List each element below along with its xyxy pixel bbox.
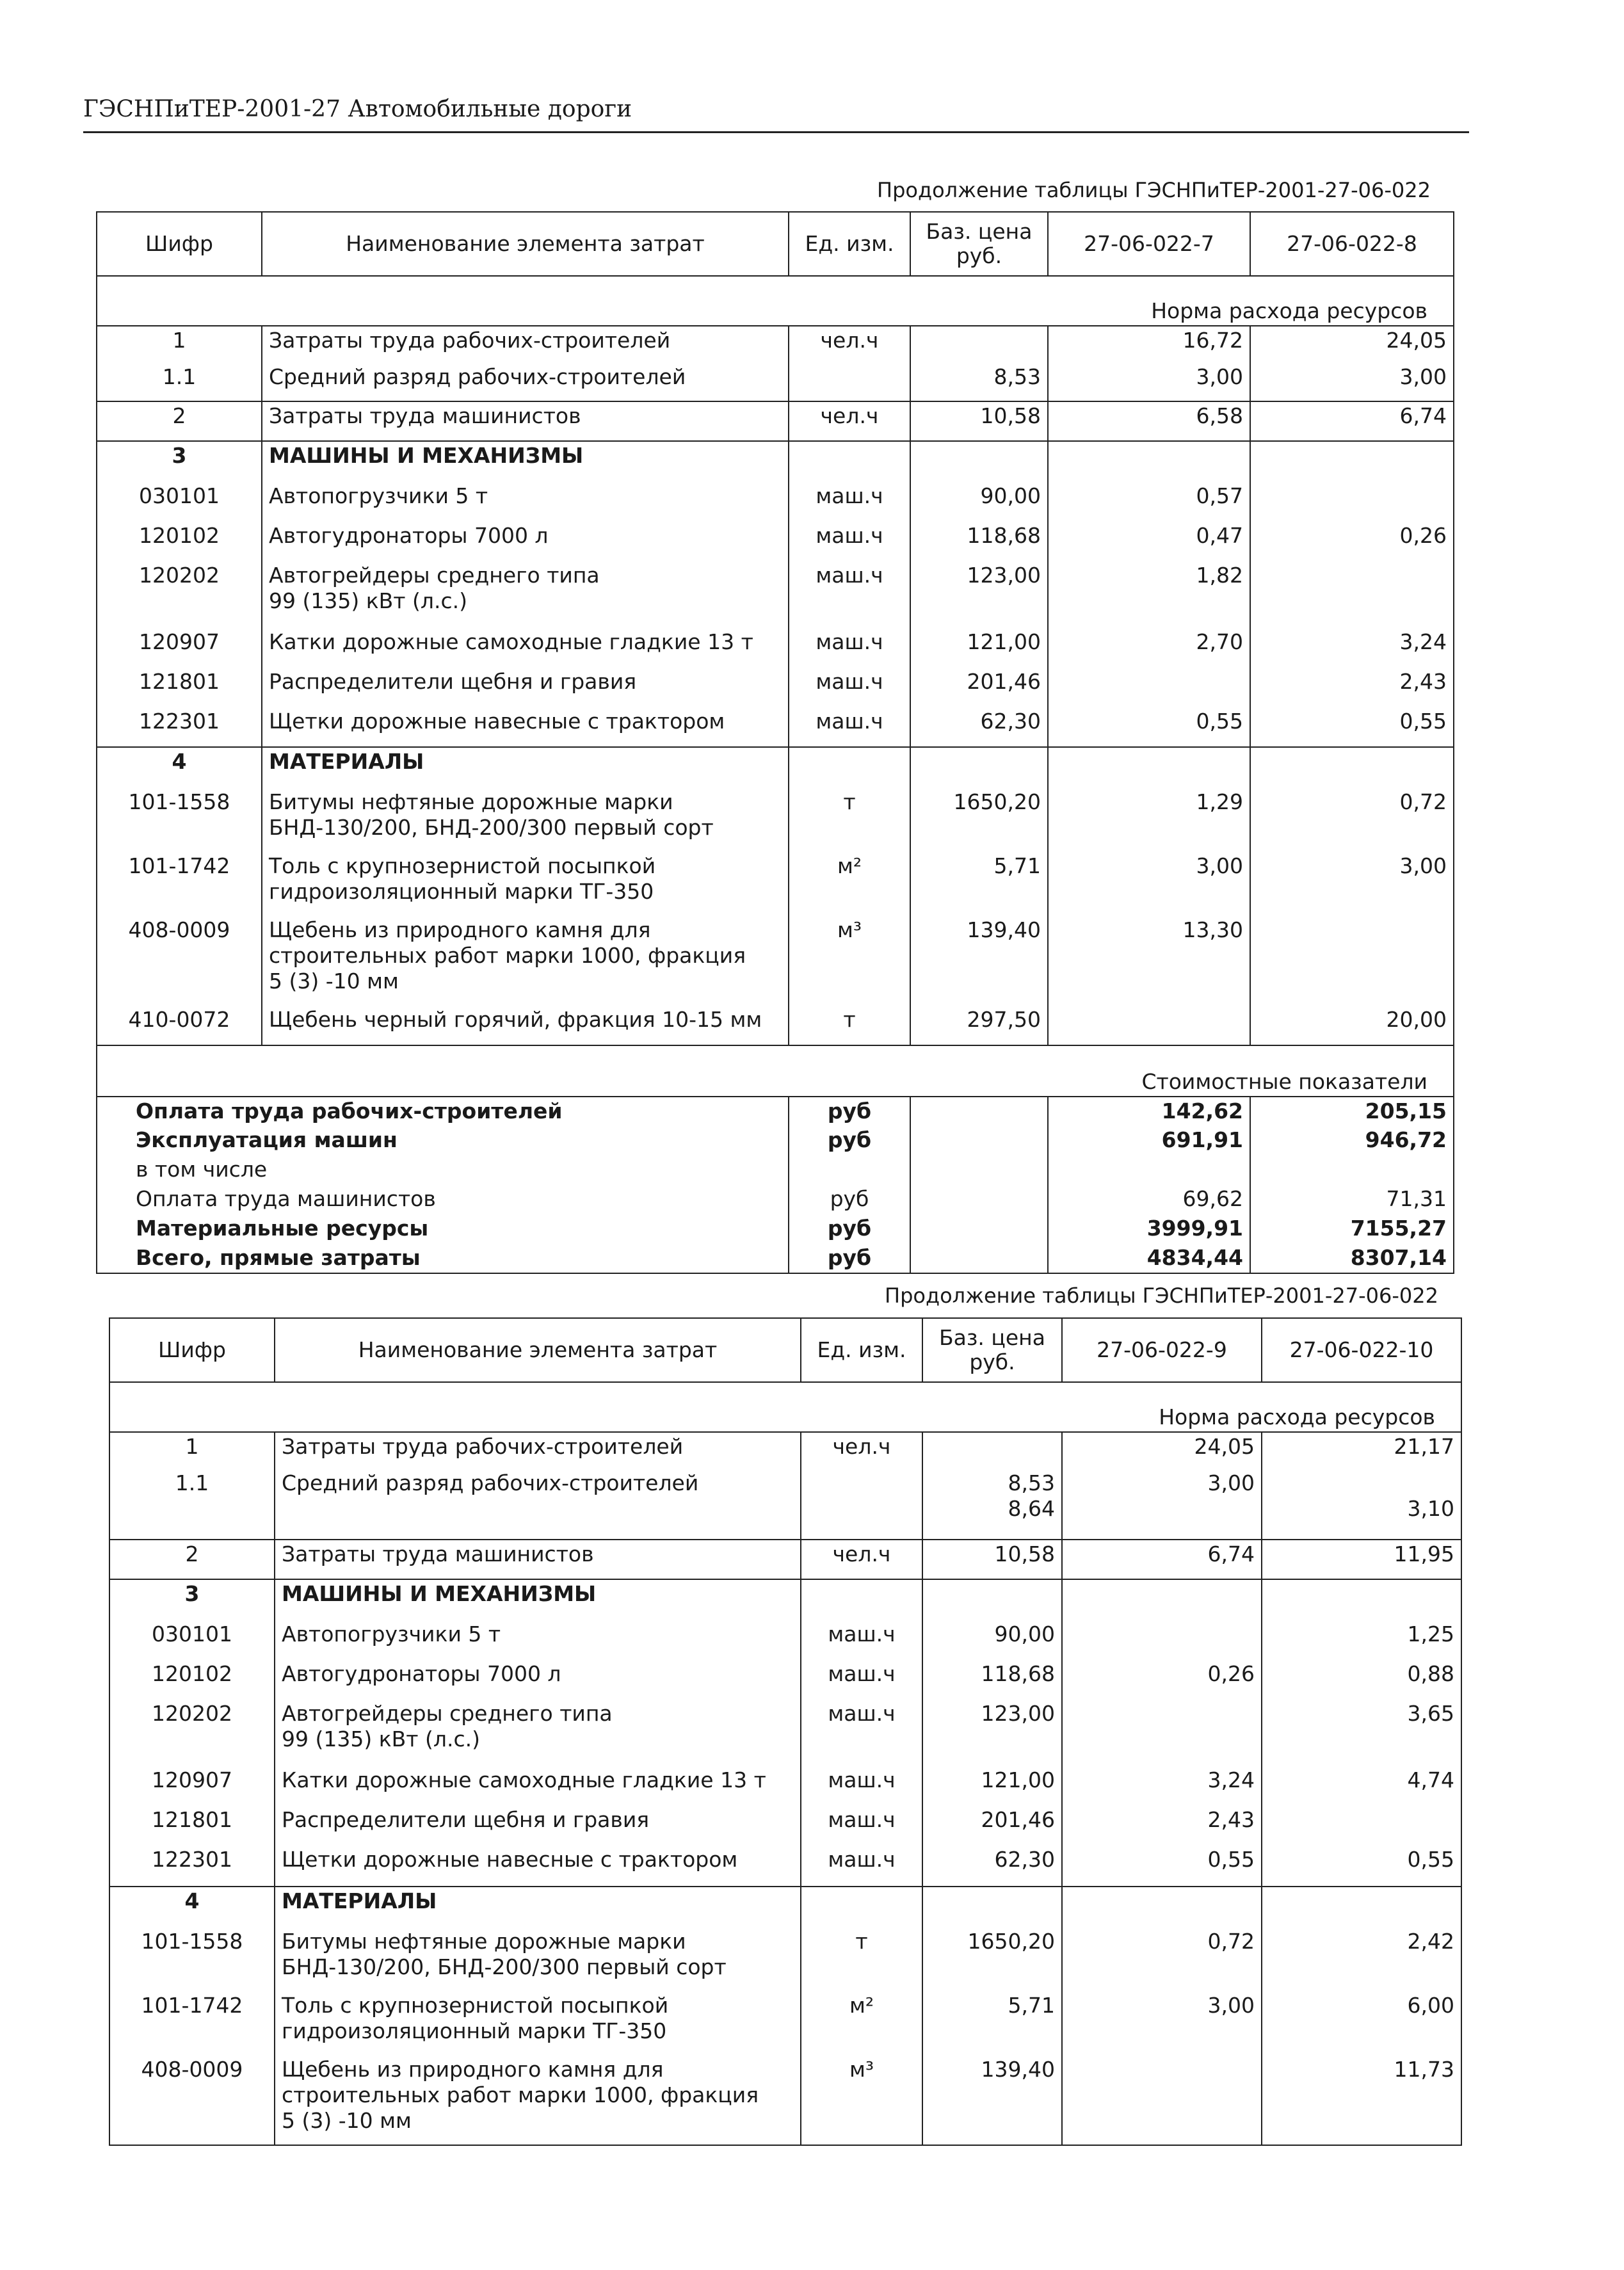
resource-name: Распределители щебня и гравия — [275, 1806, 801, 1846]
norm-value-1: 1,29 — [1048, 788, 1250, 852]
resource-price: 121,00 — [910, 628, 1048, 668]
resource-unit — [801, 1887, 922, 1928]
resource-code: 1.1 — [97, 363, 262, 401]
resource-code: 101-1742 — [109, 1992, 275, 2056]
table-row — [109, 1887, 1461, 1928]
table-row — [97, 441, 1454, 482]
table-row — [109, 1579, 1461, 1620]
resource-name: Затраты труда машинистов — [275, 1540, 801, 1579]
norm-value-2 — [1250, 747, 1454, 788]
table-row — [97, 852, 1454, 916]
norm-value-1 — [1062, 1579, 1262, 1620]
table-row — [97, 561, 1454, 628]
resource-price: 90,00 — [910, 482, 1048, 522]
cost-row — [97, 1185, 1454, 1214]
cost-row — [97, 1244, 1454, 1273]
cost-unit: руб — [789, 1097, 910, 1126]
cost-unit: руб — [789, 1185, 910, 1214]
resource-price — [922, 1579, 1062, 1620]
resource-unit: маш.ч — [801, 1846, 922, 1887]
norm-value-2: 3,24 — [1250, 628, 1454, 668]
table-row — [109, 1928, 1461, 1992]
norm-value-1: 3,24 — [1062, 1766, 1262, 1806]
norm-value-2: 3,65 — [1262, 1700, 1461, 1766]
cost-value-2 — [1250, 1155, 1454, 1185]
resource-code: 030101 — [109, 1620, 275, 1660]
table-row — [97, 1006, 1454, 1045]
resource-price: 8,53 — [910, 363, 1048, 401]
norm-value-2 — [1262, 1806, 1461, 1846]
resource-code: 122301 — [109, 1846, 275, 1887]
table2-head-row — [109, 1318, 1461, 1382]
resource-price: 121,00 — [922, 1766, 1062, 1806]
norm-value-1: 0,26 — [1062, 1660, 1262, 1700]
norm-value-1 — [1048, 747, 1250, 788]
table-row — [109, 1700, 1461, 1766]
resource-name: МАТЕРИАЛЫ — [275, 1887, 801, 1928]
cost-value-2: 946,72 — [1250, 1126, 1454, 1155]
resource-unit: чел.ч — [789, 401, 910, 441]
resource-price: 90,00 — [922, 1620, 1062, 1660]
head-col2: 27-06-022-8 — [1250, 212, 1454, 276]
resource-price: 123,00 — [922, 1700, 1062, 1766]
resource-name: Щебень из природного камня для строительных работ марки 1000, фракция 5 (3) -10 мм — [275, 2056, 801, 2145]
norm-value-1: 0,55 — [1062, 1846, 1262, 1887]
table-row — [97, 482, 1454, 522]
resource-price: 201,46 — [922, 1806, 1062, 1846]
resource-name: Толь с крупнозернистой посыпкой гидроизоляционный марки ТГ-350 — [262, 852, 789, 916]
norm-value-1: 0,57 — [1048, 482, 1250, 522]
resource-name: Щетки дорожные навесные с трактором — [262, 707, 789, 747]
cost-value-2: 71,31 — [1250, 1185, 1454, 1214]
head-code: Шифр — [97, 212, 262, 276]
table-row — [109, 1846, 1461, 1887]
norm-value-1: 3,00 — [1048, 363, 1250, 401]
norm-value-2 — [1250, 561, 1454, 628]
resource-unit: маш.ч — [801, 1806, 922, 1846]
norm-value-1 — [1062, 1620, 1262, 1660]
cost-value-1: 69,62 — [1048, 1185, 1250, 1214]
resource-name: Распределители щебня и гравия — [262, 668, 789, 707]
table-row — [109, 1806, 1461, 1846]
resource-code: 410-0072 — [97, 1006, 262, 1045]
cost-price-empty — [910, 1126, 1048, 1155]
head-unit: Ед. изм. — [789, 212, 910, 276]
resource-unit: чел.ч — [789, 326, 910, 363]
resource-price — [910, 326, 1048, 363]
resource-code: 120102 — [109, 1660, 275, 1700]
resource-price: 8,53 8,64 — [922, 1469, 1062, 1540]
norm-value-1: 3,00 — [1062, 1469, 1262, 1540]
norm-value-1: 16,72 — [1048, 326, 1250, 363]
norm-value-2: 1,25 — [1262, 1620, 1461, 1660]
cost-name: Всего, прямые затраты — [97, 1244, 789, 1273]
cost-title-row — [97, 1045, 1454, 1097]
resource-code: 4 — [109, 1887, 275, 1928]
norm-value-2 — [1250, 482, 1454, 522]
head-price: Баз. цена руб. — [910, 212, 1048, 276]
norm-value-2 — [1250, 916, 1454, 1006]
norm-value-1 — [1048, 441, 1250, 482]
resource-unit: чел.ч — [801, 1540, 922, 1579]
resource-code: 4 — [97, 747, 262, 788]
norm-value-2: 0,55 — [1250, 707, 1454, 747]
table-row — [109, 1992, 1461, 2056]
table-row — [97, 628, 1454, 668]
norm-title: Норма расхода ресурсов — [97, 276, 1454, 326]
norm-value-2: 24,05 — [1250, 326, 1454, 363]
resource-code: 122301 — [97, 707, 262, 747]
resource-price: 1650,20 — [922, 1928, 1062, 1992]
resource-code: 1 — [109, 1432, 275, 1469]
resource-price: 10,58 — [922, 1540, 1062, 1579]
resource-unit: маш.ч — [789, 561, 910, 628]
cost-value-1: 142,62 — [1048, 1097, 1250, 1126]
norm-value-1 — [1048, 1006, 1250, 1045]
resource-unit: м² — [801, 1992, 922, 2056]
resource-unit: маш.ч — [789, 628, 910, 668]
resource-price — [922, 1887, 1062, 1928]
table-row — [97, 668, 1454, 707]
table-row — [97, 326, 1454, 363]
norm-value-2: 2,43 — [1250, 668, 1454, 707]
resource-code: 3 — [109, 1579, 275, 1620]
resource-name: Катки дорожные самоходные гладкие 13 т — [262, 628, 789, 668]
norm-value-2 — [1262, 1579, 1461, 1620]
resource-code: 121801 — [97, 668, 262, 707]
resource-name: Средний разряд рабочих-строителей — [262, 363, 789, 401]
head-name: Наименование элемента затрат — [262, 212, 789, 276]
resource-code: 030101 — [97, 482, 262, 522]
resource-price: 5,71 — [910, 852, 1048, 916]
table1-caption: Продолжение таблицы ГЭСНПиТЕР-2001-27-06-022 — [877, 178, 1431, 202]
resource-unit: м² — [789, 852, 910, 916]
resource-name: Катки дорожные самоходные гладкие 13 т — [275, 1766, 801, 1806]
resource-unit: маш.ч — [789, 522, 910, 561]
head-code: Шифр — [109, 1318, 275, 1382]
norm-title: Норма расхода ресурсов — [109, 1382, 1461, 1432]
resource-unit: маш.ч — [801, 1620, 922, 1660]
cost-unit — [789, 1155, 910, 1185]
head-unit: Ед. изм. — [801, 1318, 922, 1382]
norm-value-2: 20,00 — [1250, 1006, 1454, 1045]
norm-value-1: 2,70 — [1048, 628, 1250, 668]
resource-code: 3 — [97, 441, 262, 482]
resource-code: 2 — [109, 1540, 275, 1579]
resource-price — [910, 441, 1048, 482]
resource-name: Автогудронаторы 7000 л — [262, 522, 789, 561]
cost-name: Оплата труда рабочих-строителей — [97, 1097, 789, 1126]
norm-value-1 — [1062, 1700, 1262, 1766]
table-row — [97, 916, 1454, 1006]
cost-value-1: 3999,91 — [1048, 1214, 1250, 1244]
resource-name: Автогрейдеры среднего типа 99 (135) кВт (л.с.) — [262, 561, 789, 628]
norm-value-2 — [1250, 441, 1454, 482]
resource-price — [910, 747, 1048, 788]
resource-price: 62,30 — [922, 1846, 1062, 1887]
resource-unit: маш.ч — [801, 1660, 922, 1700]
resource-name: Битумы нефтяные дорожные марки БНД-130/200, БНД-200/300 первый сорт — [262, 788, 789, 852]
resource-code: 101-1558 — [97, 788, 262, 852]
norm-value-2: 3,00 — [1250, 363, 1454, 401]
resource-name: Средний разряд рабочих-строителей — [275, 1469, 801, 1540]
norm-value-1: 24,05 — [1062, 1432, 1262, 1469]
resource-name: Затраты труда машинистов — [262, 401, 789, 441]
table-row — [109, 1540, 1461, 1579]
cost-price-empty — [910, 1244, 1048, 1273]
resource-price: 10,58 — [910, 401, 1048, 441]
norm-value-2: 0,55 — [1262, 1846, 1461, 1887]
head-price: Баз. цена руб. — [922, 1318, 1062, 1382]
resource-code: 120102 — [97, 522, 262, 561]
table-row — [97, 401, 1454, 441]
resource-unit: маш.ч — [789, 482, 910, 522]
cost-row — [97, 1126, 1454, 1155]
cost-name: Оплата труда машинистов — [97, 1185, 789, 1214]
header-rule — [83, 131, 1469, 133]
resource-name: Щебень черный горячий, фракция 10-15 мм — [262, 1006, 789, 1045]
cost-price-empty — [910, 1155, 1048, 1185]
resource-code: 101-1558 — [109, 1928, 275, 1992]
cost-title: Стоимостные показатели — [97, 1045, 1454, 1097]
head-name: Наименование элемента затрат — [275, 1318, 801, 1382]
norm-value-1: 13,30 — [1048, 916, 1250, 1006]
resource-code: 1.1 — [109, 1469, 275, 1540]
cost-row — [97, 1097, 1454, 1126]
resource-code: 120907 — [97, 628, 262, 668]
resource-unit: маш.ч — [801, 1766, 922, 1806]
norm-value-2: 11,73 — [1262, 2056, 1461, 2145]
resource-name: Автопогрузчики 5 т — [262, 482, 789, 522]
norm-value-2: 3,00 — [1250, 852, 1454, 916]
resource-name: Автопогрузчики 5 т — [275, 1620, 801, 1660]
table-row — [97, 522, 1454, 561]
norm-value-1: 1,82 — [1048, 561, 1250, 628]
cost-value-1 — [1048, 1155, 1250, 1185]
norm-value-1: 3,00 — [1062, 1992, 1262, 2056]
norm-value-1 — [1048, 668, 1250, 707]
cost-name: в том числе — [97, 1155, 789, 1185]
table-row — [97, 707, 1454, 747]
norm-value-1: 0,55 — [1048, 707, 1250, 747]
resource-price: 1650,20 — [910, 788, 1048, 852]
norm-value-2: 3,10 — [1262, 1469, 1461, 1540]
resource-unit: т — [789, 1006, 910, 1045]
resource-code: 120202 — [97, 561, 262, 628]
norm-value-1 — [1062, 1887, 1262, 1928]
resource-price: 5,71 — [922, 1992, 1062, 2056]
resource-name: Битумы нефтяные дорожные марки БНД-130/200, БНД-200/300 первый сорт — [275, 1928, 801, 1992]
table-row — [109, 1620, 1461, 1660]
cost-value-2: 8307,14 — [1250, 1244, 1454, 1273]
resource-code: 121801 — [109, 1806, 275, 1846]
cost-value-2: 205,15 — [1250, 1097, 1454, 1126]
resource-unit: чел.ч — [801, 1432, 922, 1469]
norm-value-2 — [1262, 1887, 1461, 1928]
resource-price: 62,30 — [910, 707, 1048, 747]
resource-code: 408-0009 — [97, 916, 262, 1006]
cost-name: Эксплуатация машин — [97, 1126, 789, 1155]
table-row — [109, 1432, 1461, 1469]
cost-unit: руб — [789, 1244, 910, 1273]
resource-code: 2 — [97, 401, 262, 441]
table2-caption: Продолжение таблицы ГЭСНПиТЕР-2001-27-06-022 — [885, 1284, 1438, 1308]
page-header: ГЭСНПиТЕР-2001-27 Автомобильные дороги — [83, 96, 632, 122]
norm-value-1: 2,43 — [1062, 1806, 1262, 1846]
resource-unit: т — [789, 788, 910, 852]
norm-value-1: 0,72 — [1062, 1928, 1262, 1992]
resource-price: 139,40 — [910, 916, 1048, 1006]
table1-head-row — [97, 212, 1454, 276]
norm-table-1 — [96, 211, 1454, 1274]
cost-value-2: 7155,27 — [1250, 1214, 1454, 1244]
resource-price: 297,50 — [910, 1006, 1048, 1045]
norm-value-1 — [1062, 2056, 1262, 2145]
cost-unit: руб — [789, 1214, 910, 1244]
resource-unit: м³ — [801, 2056, 922, 2145]
resource-price: 201,46 — [910, 668, 1048, 707]
resource-price: 118,68 — [922, 1660, 1062, 1700]
resource-name: Толь с крупнозернистой посыпкой гидроизоляционный марки ТГ-350 — [275, 1992, 801, 2056]
resource-code: 408-0009 — [109, 2056, 275, 2145]
norm-value-2: 0,72 — [1250, 788, 1454, 852]
norm-value-2: 6,00 — [1262, 1992, 1461, 2056]
resource-unit: м³ — [789, 916, 910, 1006]
norm-value-1: 3,00 — [1048, 852, 1250, 916]
norm-value-2: 0,26 — [1250, 522, 1454, 561]
table-row — [97, 747, 1454, 788]
head-col1: 27-06-022-7 — [1048, 212, 1250, 276]
resource-unit: маш.ч — [789, 668, 910, 707]
table-row — [109, 1766, 1461, 1806]
cost-name: Материальные ресурсы — [97, 1214, 789, 1244]
resource-price: 123,00 — [910, 561, 1048, 628]
resource-price: 139,40 — [922, 2056, 1062, 2145]
resource-name: Щетки дорожные навесные с трактором — [275, 1846, 801, 1887]
norm-value-2: 6,74 — [1250, 401, 1454, 441]
cost-row — [97, 1214, 1454, 1244]
cost-price-empty — [910, 1214, 1048, 1244]
resource-name: МАШИНЫ И МЕХАНИЗМЫ — [275, 1579, 801, 1620]
resource-unit: маш.ч — [789, 707, 910, 747]
resource-code: 120202 — [109, 1700, 275, 1766]
norm-value-2: 4,74 — [1262, 1766, 1461, 1806]
head-col2: 27-06-022-10 — [1262, 1318, 1461, 1382]
resource-unit: маш.ч — [801, 1700, 922, 1766]
norm-value-2: 0,88 — [1262, 1660, 1461, 1700]
resource-name: Щебень из природного камня для строительных работ марки 1000, фракция 5 (3) -10 мм — [262, 916, 789, 1006]
resource-name: Затраты труда рабочих-строителей — [275, 1432, 801, 1469]
norm-value-1: 6,58 — [1048, 401, 1250, 441]
cost-unit: руб — [789, 1126, 910, 1155]
cost-value-1: 4834,44 — [1048, 1244, 1250, 1273]
cost-price-empty — [910, 1097, 1048, 1126]
table-row — [109, 1469, 1461, 1540]
norm-value-2: 2,42 — [1262, 1928, 1461, 1992]
table-row — [97, 363, 1454, 401]
norm-value-2: 21,17 — [1262, 1432, 1461, 1469]
resource-name: Автогрейдеры среднего типа 99 (135) кВт (л.с.) — [275, 1700, 801, 1766]
resource-unit — [789, 747, 910, 788]
cost-price-empty — [910, 1185, 1048, 1214]
norm-value-1: 6,74 — [1062, 1540, 1262, 1579]
resource-unit — [789, 363, 910, 401]
resource-code: 101-1742 — [97, 852, 262, 916]
norm-value-1: 0,47 — [1048, 522, 1250, 561]
resource-name: Автогудронаторы 7000 л — [275, 1660, 801, 1700]
table-row — [109, 1660, 1461, 1700]
table-row — [97, 788, 1454, 852]
resource-name: МАШИНЫ И МЕХАНИЗМЫ — [262, 441, 789, 482]
norm-title-row — [97, 276, 1454, 326]
resource-code: 1 — [97, 326, 262, 363]
resource-code: 120907 — [109, 1766, 275, 1806]
resource-price — [922, 1432, 1062, 1469]
resource-unit: т — [801, 1928, 922, 1992]
norm-title-row — [109, 1382, 1461, 1432]
head-col1: 27-06-022-9 — [1062, 1318, 1262, 1382]
resource-name: МАТЕРИАЛЫ — [262, 747, 789, 788]
resource-name: Затраты труда рабочих-строителей — [262, 326, 789, 363]
norm-table-2 — [109, 1317, 1462, 2146]
resource-unit — [801, 1469, 922, 1540]
norm-value-2: 11,95 — [1262, 1540, 1461, 1579]
table-row — [109, 2056, 1461, 2145]
resource-unit — [801, 1579, 922, 1620]
cost-row — [97, 1155, 1454, 1185]
resource-price: 118,68 — [910, 522, 1048, 561]
cost-value-1: 691,91 — [1048, 1126, 1250, 1155]
resource-unit — [789, 441, 910, 482]
